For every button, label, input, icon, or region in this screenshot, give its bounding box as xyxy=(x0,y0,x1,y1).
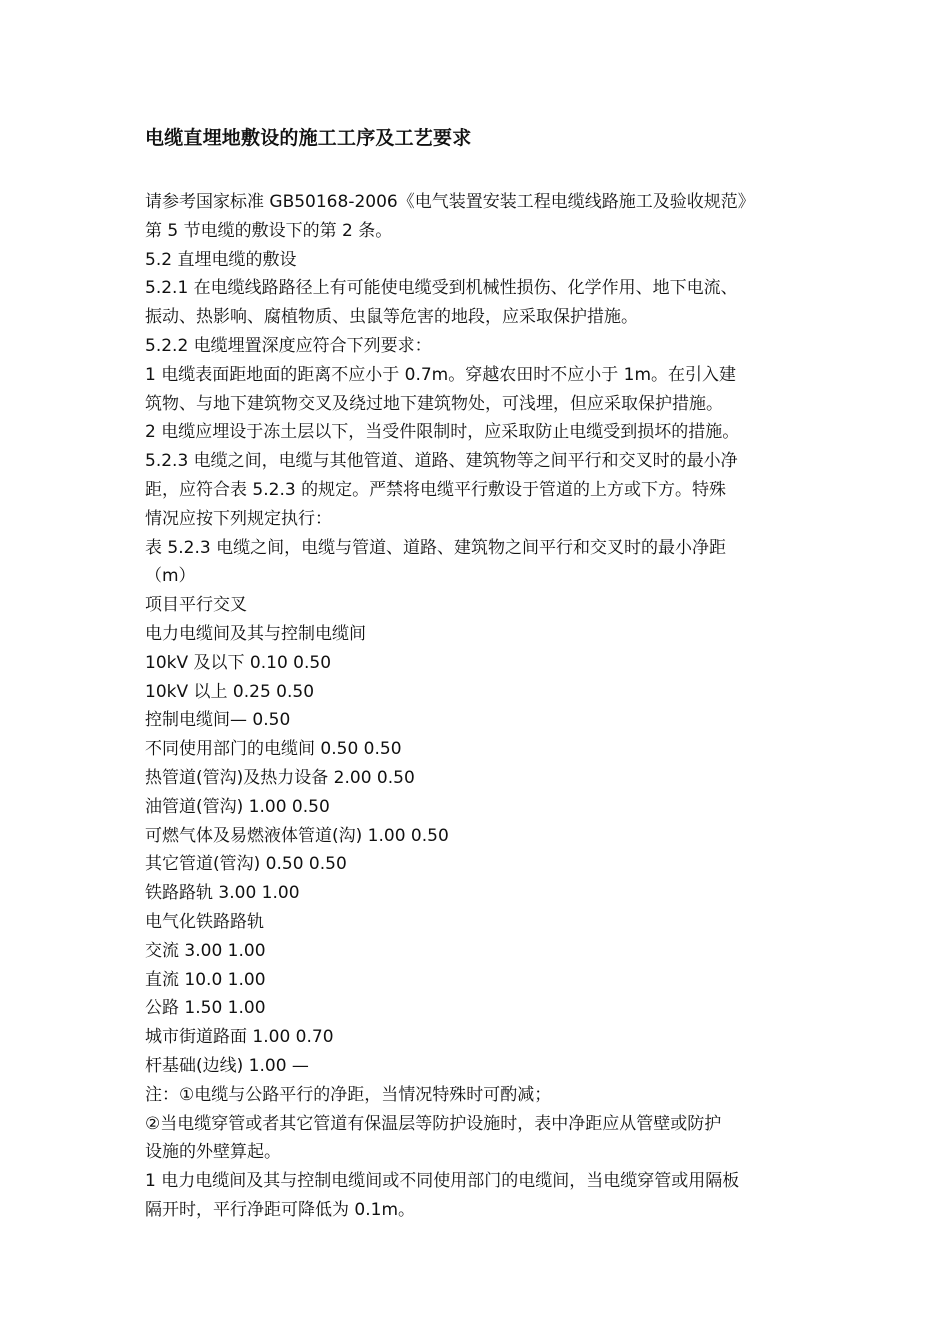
body-line: 请参考国家标准 GB50168-2006《电气装置安装工程电缆线路施工及验收规范》 xyxy=(145,192,755,212)
body-line: 交流 3.00 1.00 xyxy=(145,940,266,961)
body-line: 注：①电缆与公路平行的净距，当情况特殊时可酌减； xyxy=(145,1084,552,1105)
body-line: 距，应符合表 5.2.3 的规定。严禁将电缆平行敷设于管道的上方或下方。特殊 xyxy=(145,479,727,500)
body-line: （m） xyxy=(145,566,196,587)
body-line: 第 5 节电缆的敷设下的第 2 条。 xyxy=(145,220,393,241)
body-line: 5.2 直埋电缆的敷设 xyxy=(145,249,297,270)
body-line: 其它管道(管沟) 0.50 0.50 xyxy=(145,854,347,875)
body-line: 公路 1.50 1.00 xyxy=(145,998,266,1019)
body-line: 设施的外壁算起。 xyxy=(145,1142,281,1163)
body-line: 5.2.1 在电缆线路路径上有可能使电缆受到机械性损伤、化学作用、地下电流、 xyxy=(145,278,738,299)
body-line: 油管道(管沟) 1.00 0.50 xyxy=(145,796,330,817)
body-line: 电力电缆间及其与控制电缆间 xyxy=(145,623,366,644)
body-line: 表 5.2.3 电缆之间，电缆与管道、道路、建筑物之间平行和交叉时的最小净距 xyxy=(145,537,727,558)
body-line: 铁路路轨 3.00 1.00 xyxy=(145,883,300,904)
body-line: 10kV 以上 0.25 0.50 xyxy=(145,681,315,702)
body-line: 杆基础(边线) 1.00 — xyxy=(145,1055,309,1076)
body-line: 筑物、与地下建筑物交叉及绕过地下建筑物处，可浅埋，但应采取保护措施。 xyxy=(145,393,723,414)
body-line: ②当电缆穿管或者其它管道有保温层等防护设施时，表中净距应从管壁或防护 xyxy=(145,1113,722,1134)
body-line: 直流 10.0 1.00 xyxy=(145,969,266,990)
body-line: 不同使用部门的电缆间 0.50 0.50 xyxy=(145,739,402,760)
document-body xyxy=(145,188,817,1225)
body-line: 项目平行交叉 xyxy=(145,595,247,616)
body-line: 情况应按下列规定执行： xyxy=(145,508,332,529)
body-line: 2 电缆应埋设于冻土层以下，当受件限制时，应采取防止电缆受到损坏的措施。 xyxy=(145,422,740,443)
body-line: 控制电缆间— 0.50 xyxy=(145,710,291,731)
body-line: 5.2.2 电缆埋置深度应符合下列要求： xyxy=(145,335,432,356)
body-line: 可燃气体及易燃液体管道(沟) 1.00 0.50 xyxy=(145,825,449,846)
body-line: 隔开时，平行净距可降低为 0.1m。 xyxy=(145,1199,415,1220)
body-line: 1 电缆表面距地面的距离不应小于 0.7m。穿越农田时不应小于 1m。在引入建 xyxy=(145,364,736,385)
body-line: 10kV 及以下 0.10 0.50 xyxy=(145,652,332,673)
document-title: 电缆直埋地敷设的施工工序及工艺要求 xyxy=(145,127,472,149)
body-line: 电气化铁路路轨 xyxy=(145,911,264,932)
body-line: 热管道(管沟)及热力设备 2.00 0.50 xyxy=(145,767,415,788)
body-line: 振动、热影响、腐植物质、虫鼠等危害的地段，应采取保护措施。 xyxy=(145,307,638,328)
body-line: 1 电力电缆间及其与控制电缆间或不同使用部门的电缆间，当电缆穿管或用隔板 xyxy=(145,1171,740,1192)
body-line: 城市街道路面 1.00 0.70 xyxy=(145,1027,334,1048)
body-line: 5.2.3 电缆之间，电缆与其他管道、道路、建筑物等之间平行和交叉时的最小净 xyxy=(145,451,738,472)
